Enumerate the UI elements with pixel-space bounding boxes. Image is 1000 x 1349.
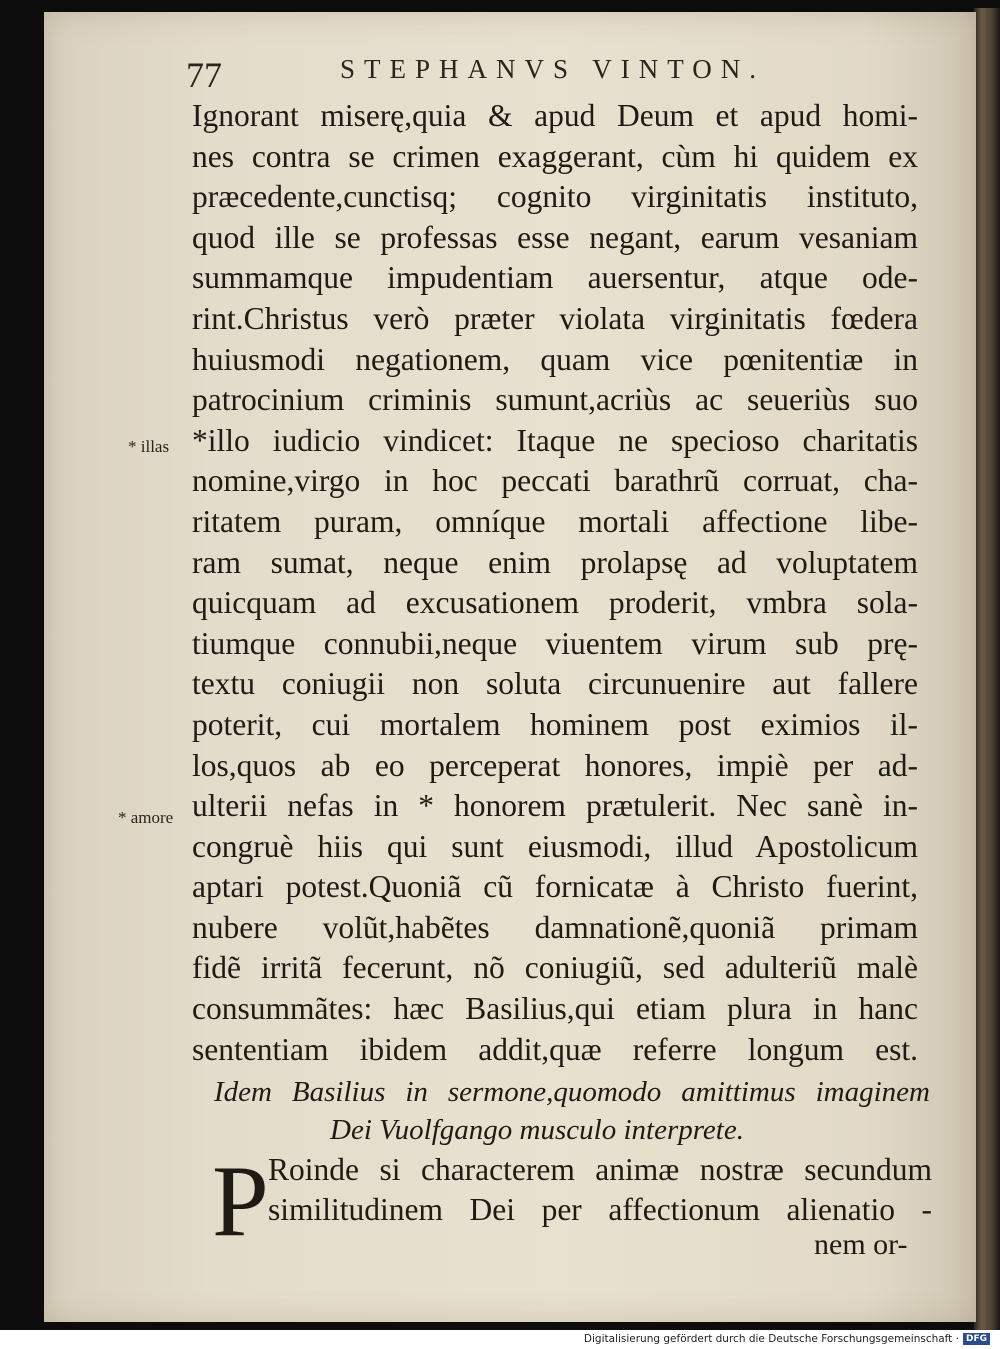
text-line: ulterii nefas in * honorem prætulerit. Nec sanè in- xyxy=(192,788,918,824)
text-line: Ignorant miserę,quia & apud Deum et apud homi- xyxy=(192,98,918,133)
book-spine xyxy=(974,8,1000,1330)
text-line: *illo iudicio vindicet: Itaque ne specioso charitatis xyxy=(192,422,918,458)
section-heading: Idem Basilius in sermone,quomodo amittimus imaginem xyxy=(214,1076,930,1108)
text-line: sententiam ibidem addit,quæ referre longum est. xyxy=(192,1031,918,1067)
drop-cap: P xyxy=(212,1145,269,1258)
text-line: poterit, cui mortalem hominem post eximios il- xyxy=(192,706,918,742)
text-line: nubere volũt,habẽtes damnationẽ,quoniã primam xyxy=(192,909,918,945)
text-line: ritatem puram, omníque mortali affectione libe- xyxy=(192,503,918,539)
text-line: los,quos ab eo perceperat honores, impiè per ad- xyxy=(192,747,918,783)
text-line: quicquam ad excusationem proderit, vmbra sola- xyxy=(192,585,918,621)
text-line: rint.Christus verò præter violata virginitatis fœdera xyxy=(192,300,918,336)
main-text-block xyxy=(192,96,918,1070)
text-line: consummãtes: hæc Basilius,qui etiam plura in hanc xyxy=(192,991,918,1027)
text-line: tiumque connubii,neque viuentem virum sub prę- xyxy=(192,625,918,661)
running-head: STEPHANVS VINTON. xyxy=(340,54,766,84)
margin-note-illas: * illas xyxy=(128,437,170,456)
text-line: summamque impudentiam auersentur, atque ode- xyxy=(192,260,918,296)
text-line: fidẽ irritã fecerunt, nõ coniugiũ, sed adulteriũ malè xyxy=(192,950,918,986)
catchword: nem or- xyxy=(814,1228,908,1261)
digitization-footer xyxy=(584,1333,990,1345)
text-line: huiusmodi negationem, quam vice pœnitentiæ in xyxy=(192,341,918,377)
text-line: quod ille se professas esse negant, earum vesaniam xyxy=(192,219,918,255)
text-line: ram sumat, neque enim prolapsę ad voluptatem xyxy=(192,544,918,580)
footer-text: Digitalisierung gefördert durch die Deutsche Forschungsgemeinschaft · xyxy=(583,1333,959,1345)
page-number: 77 xyxy=(186,55,222,95)
text-line: similitudinem Dei per affectionum alienatio - xyxy=(268,1192,932,1227)
text-line: aptari potest.Quoniã cũ fornicatæ à Christo fuerint, xyxy=(192,869,918,905)
text-line: nomine,virgo in hoc peccati barathrũ corruat, cha- xyxy=(192,463,918,499)
second-paragraph xyxy=(268,1150,932,1230)
text-line: Roinde si characterem animæ nostræ secundum xyxy=(268,1152,932,1187)
text-line: præcedente,cunctisq; cognito virginitatis instituto, xyxy=(192,179,918,215)
text-line: congruè hiis qui sunt eiusmodi, illud Apostolicum xyxy=(192,828,918,864)
text-line: patrocinium criminis sumunt,acriùs ac seueriùs suo xyxy=(192,382,918,418)
section-heading-continued: Dei Vuolfgango musculo interprete. xyxy=(330,1114,744,1146)
text-line: textu coniugii non soluta circunuenire aut fallere xyxy=(192,666,918,702)
margin-note-amore: * amore xyxy=(118,808,174,827)
text-line: nes contra se crimen exaggerant, cùm hi quidem ex xyxy=(192,138,918,174)
dfg-logo: DFG xyxy=(963,1333,990,1345)
